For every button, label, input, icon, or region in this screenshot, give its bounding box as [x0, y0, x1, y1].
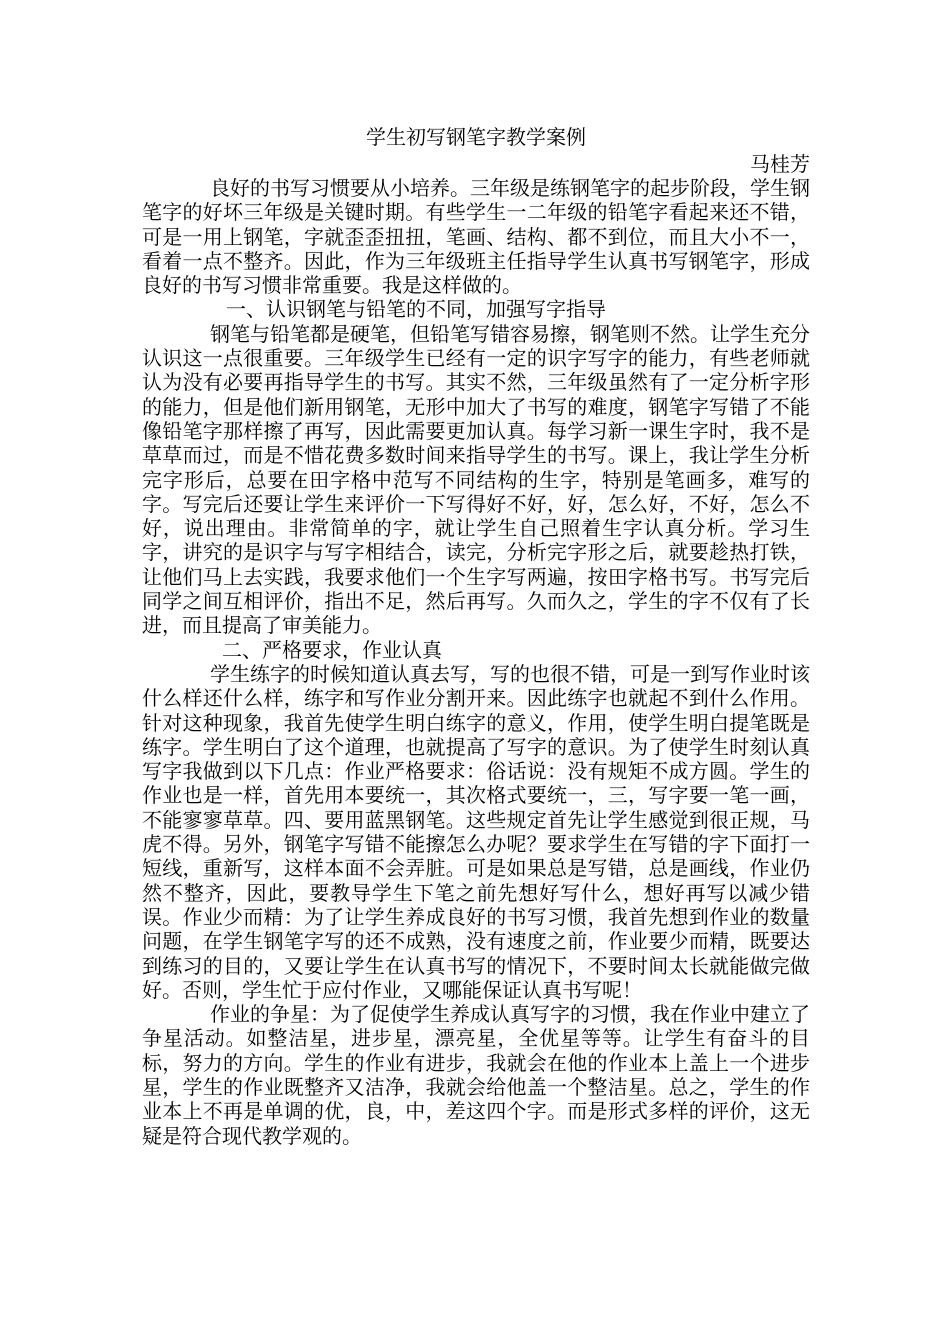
section-1-heading: 一、认识钢笔与铅笔的不同，加强写字指导 — [226, 297, 606, 322]
section-3-paragraph: 作业的争星：为了促使学生养成认真写字的习惯，我在作业中建立了争星活动。如整洁星，进步星，漂亮星，全优星等等。让学生有奋斗的目标，努力的方向。学生的作业有进步，我就会在他的作业本上盖上一个进步星，学生的作业既整齐又洁净，我就会给他盖一个整洁星。总之，学生的作业本上不再是单调的优，良，中，差这四个字。而是形式多样的评价，这无疑是符合现代教学观的。 — [142, 1002, 810, 1148]
section-2-heading: 二、严格要求，作业认真 — [222, 637, 442, 662]
document-body — [142, 122, 810, 1148]
document-title: 学生初写钢笔字教学案例 — [366, 125, 586, 149]
author-name: 马桂芳 — [750, 152, 810, 176]
section-2-paragraph: 学生练字的时候知道认真去写，写的也很不错，可是一到写作业时该什么样还什么样，练字和写作业分割开来。因此练字也就起不到什么作用。针对这种现象，我首先使学生明白练字的意义，作用，使学生明白提笔既是练字。学生明白了这个道理，也就提高了写字的意识。为了使学生时刻认真写字我做到以下几点：作业严格要求：俗话说：没有规矩不成方圆。学生的作业也是一样，首先用本要统一，其次格式要统一，三，写字要一笔一画，不能寥寥草草。四、要用蓝黑钢笔。这些规定首先让学生感觉到很正规，马虎不得。另外，钢笔字写错不能擦怎么办呢？要求学生在写错的字下面打一短线，重新写，这样本面不会弄脏。可是如果总是写错，总是画线，作业仍然不整齐，因此，要教导学生下笔之前先想好写什么，想好再写以减少错误。作业少而精：为了让学生养成良好的书写习惯，我首先想到作业的数量问题，在学生钢笔字写的还不成熟，没有速度之前，作业要少而精，既要达到练习的目的，又要让学生在认真书写的情况下，不要时间太长就能做完做好。否则，学生忙于应付作业，又哪能保证认真书写呢！ — [142, 661, 810, 1002]
section-1-paragraph: 钢笔与铅笔都是硬笔，但铅笔写错容易擦，钢笔则不然。让学生充分认识这一点很重要。三年级学生已经有一定的识字写字的能力，有些老师就认为没有必要再指导学生的书写。其实不然，三年级虽然有了一定分析字形的能力，但是他们新用钢笔，无形中加大了书写的难度，钢笔字写错了不能像铅笔字那样擦了再写，因此需要更加认真。每学习新一课生字时，我不是草草而过，而是不惜花费多数时间来指导学生的书写。课上，我让学生分析完字形后，总要在田字格中范写不同结构的生字，特别是笔画多，难写的字。写完后还要让学生来评价一下写得好不好，好，怎么好，不好，怎么不好，说出理由。非常简单的字，就让学生自己照着生字认真分析。学习生字，讲究的是识字与写字相结合，读完，分析完字形之后，就要趁热打铁，让他们马上去实践，我要求他们一个生字写两遍，按田字格书写。书写完后同学之间互相评价，指出不足，然后再写。久而久之，学生的字不仅有了长进，而且提高了审美能力。 — [142, 321, 810, 638]
intro-paragraph: 良好的书写习惯要从小培养。三年级是练钢笔字的起步阶段，学生钢笔字的好坏三年级是关键时期。有些学生一二年级的铅笔字看起来还不错，可是一用上钢笔，字就歪歪扭扭，笔画、结构、都不到位，而且大小不一，看着一点不整齐。因此，作为三年级班主任指导学生认真书写钢笔字，形成良好的书写习惯非常重要。我是这样做的。 — [142, 176, 810, 298]
